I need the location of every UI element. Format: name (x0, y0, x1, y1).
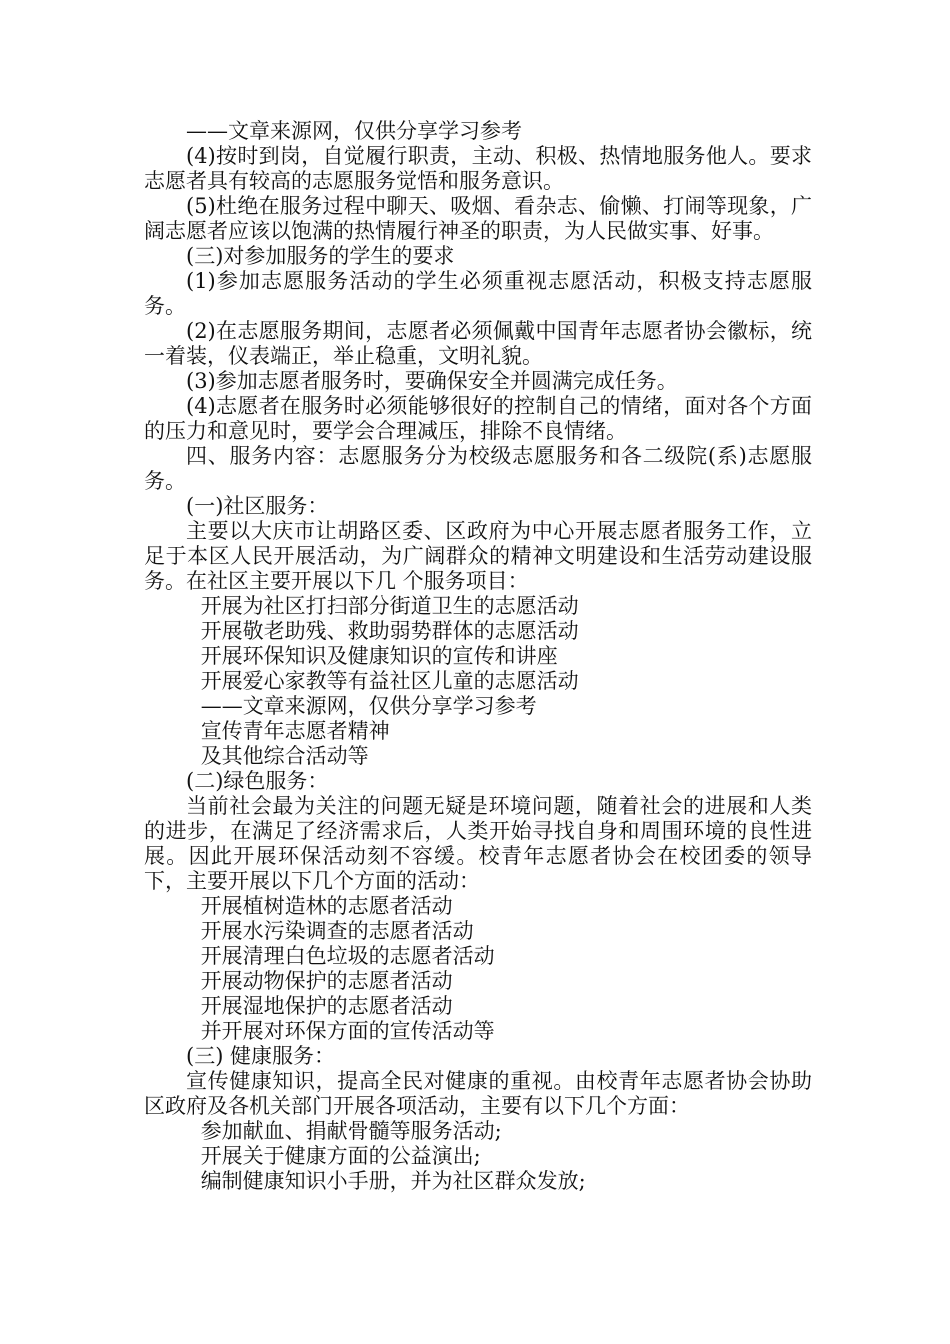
list-item: 开展植树造林的志愿者活动 (200, 894, 453, 918)
list-item: 参加献血、捐献骨髓等服务活动; (200, 1119, 502, 1143)
list-item: 开展清理白色垃圾的志愿者活动 (200, 944, 495, 968)
paragraph: (2)在志愿服务期间，志愿者必须佩戴中国青年志愿者协会徽标，统一着装，仪表端正，举止稳重，文明礼貌。 (144, 319, 812, 368)
list-item: 开展环保知识及健康知识的宣传和讲座 (200, 644, 558, 668)
document-body (144, 119, 812, 1194)
list-item: 开展水污染调查的志愿者活动 (200, 919, 474, 943)
list-item: 及其他综合活动等 (200, 744, 369, 768)
section-heading: (二)绿色服务： (186, 769, 329, 793)
paragraph: (5)杜绝在服务过程中聊天、吸烟、看杂志、偷懒、打闹等现象，广阔志愿者应该以饱满的热情履行神圣的职责，为人民做实事、好事。 (144, 194, 812, 243)
section-heading: (三)对参加服务的学生的要求 (186, 244, 455, 268)
paragraph: 主要以大庆市让胡路区委、区政府为中心开展志愿者服务工作，立足于本区人民开展活动，为广阔群众的精神文明建设和生活劳动建设服务。在社区主要开展以下几 个服务项目： (144, 519, 812, 593)
section-heading: (一)社区服务： (186, 494, 329, 518)
section-heading: (三) 健康服务： (186, 1044, 336, 1068)
paragraph: (3)参加志愿者服务时，要确保安全并圆满完成任务。 (186, 369, 678, 393)
section-heading: 四、服务内容：志愿服务分为校级志愿服务和各二级院(系)志愿服务。 (144, 444, 812, 493)
list-item: ——文章来源网，仅供分享学习参考 (200, 694, 537, 718)
paragraph: 当前社会最为关注的问题无疑是环境问题，随着社会的进展和人类的进步，在满足了经济需求后，人类开始寻找自身和周围环境的良性进展。因此开展环保活动刻不容缓。校青年志愿者协会在校团委的领导下，主要开展以下几个方面的活动： (144, 794, 812, 893)
paragraph: ——文章来源网，仅供分享学习参考 (186, 119, 522, 143)
paragraph: 宣传健康知识，提高全民对健康的重视。由校青年志愿者协会协助区政府及各机关部门开展各项活动，主要有以下几个方面： (144, 1069, 812, 1118)
list-item: 开展敬老助残、救助弱势群体的志愿活动 (200, 619, 579, 643)
paragraph: (4)志愿者在服务时必须能够很好的控制自己的情绪，面对各个方面的压力和意见时，要学会合理减压，排除不良情绪。 (144, 394, 812, 443)
list-item: 开展为社区打扫部分街道卫生的志愿活动 (200, 594, 579, 618)
list-item: 开展爱心家教等有益社区儿童的志愿活动 (200, 669, 579, 693)
list-item: 开展动物保护的志愿者活动 (200, 969, 453, 993)
list-item: 并开展对环保方面的宣传活动等 (200, 1019, 495, 1043)
paragraph: (1)参加志愿服务活动的学生必须重视志愿活动，积极支持志愿服务。 (144, 269, 812, 318)
paragraph: (4)按时到岗，自觉履行职责，主动、积极、热情地服务他人。要求志愿者具有较高的志愿服务觉悟和服务意识。 (144, 144, 812, 193)
list-item: 宣传青年志愿者精神 (200, 719, 390, 743)
list-item: 编制健康知识小手册，并为社区群众发放; (200, 1169, 586, 1193)
list-item: 开展关于健康方面的公益演出; (200, 1144, 481, 1168)
list-item: 开展湿地保护的志愿者活动 (200, 994, 453, 1018)
